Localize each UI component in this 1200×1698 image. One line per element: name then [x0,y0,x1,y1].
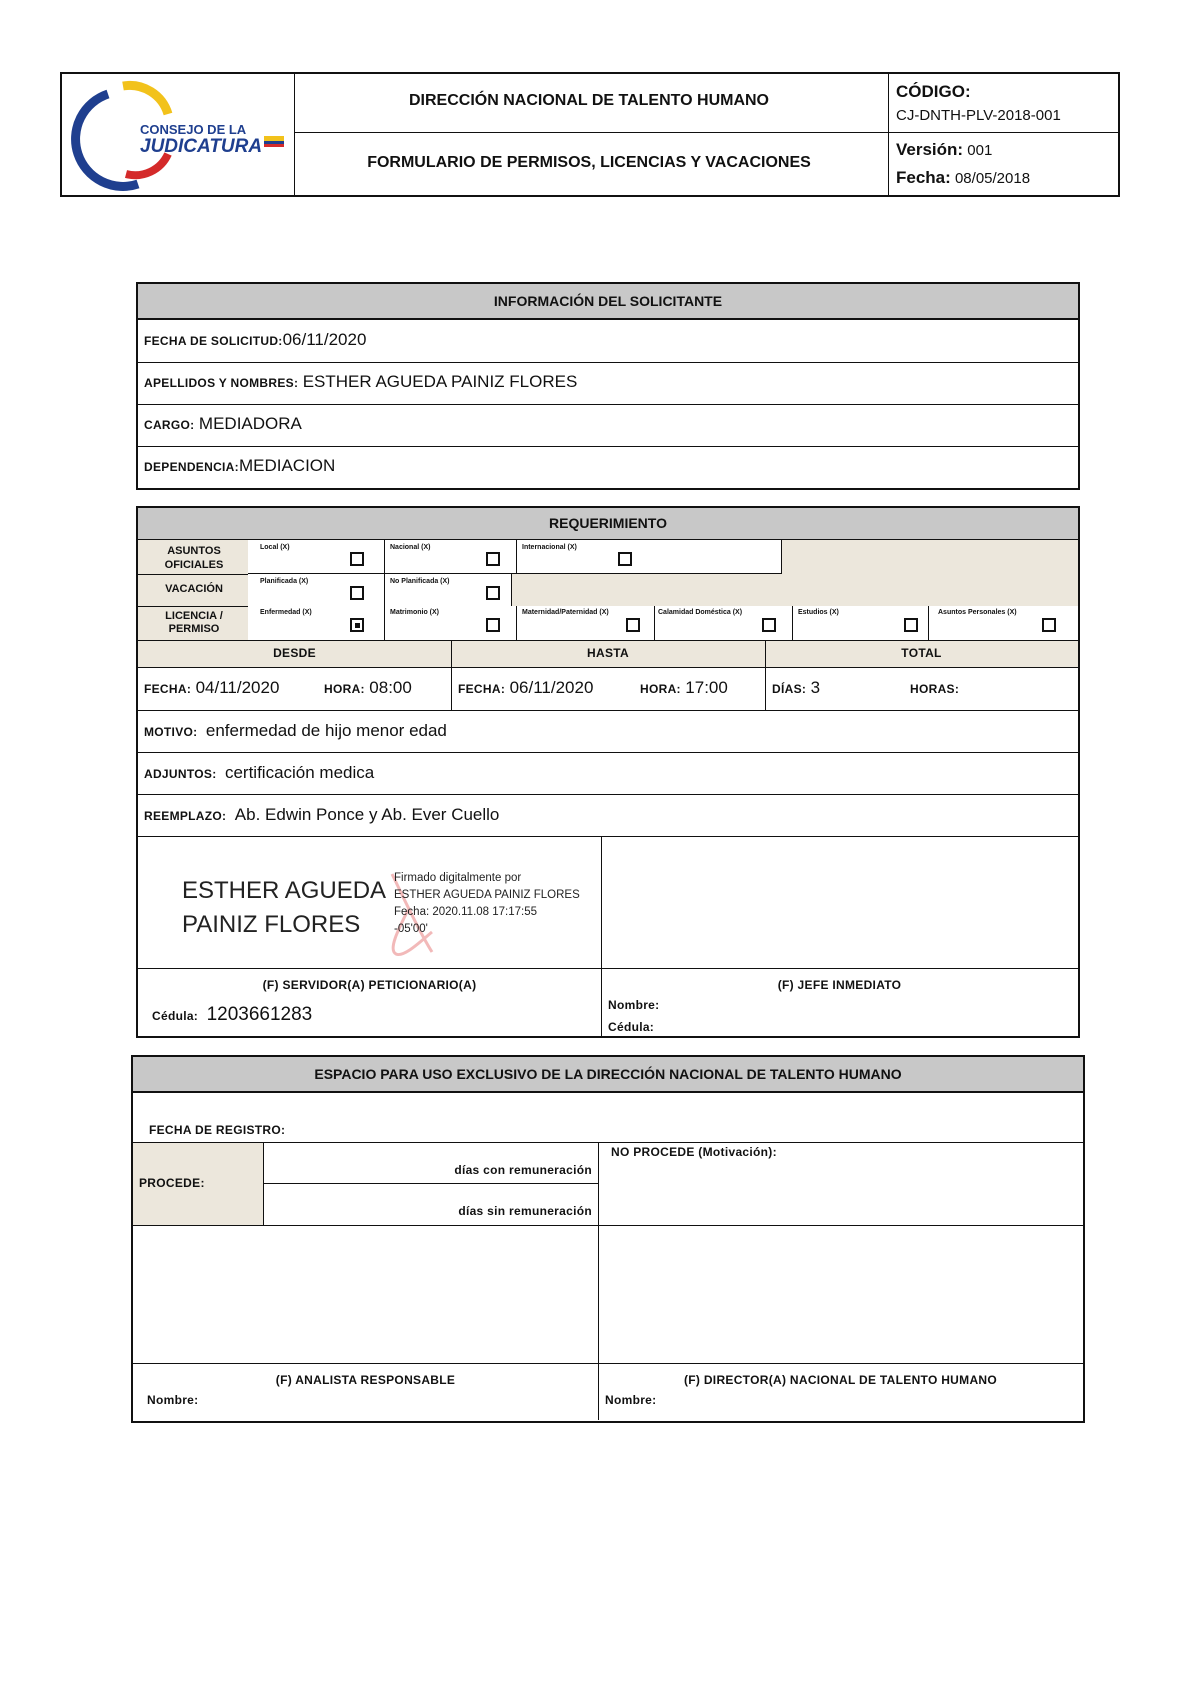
cedula-label: Cédula: [152,1009,199,1023]
desde-fecha-value: 04/11/2020 [195,678,280,697]
asuntos-opt-nacional: Nacional (X) [390,544,431,551]
vacacion-opt-planificada: Planificada (X) [260,578,309,585]
sig-info-line1: Firmado digitalmente por [394,872,522,884]
fecha-solicitud-value: 06/11/2020 [282,330,367,349]
no-planificada-checkbox[interactable] [486,586,500,600]
hasta-hora [640,678,728,698]
procede-label: PROCEDE: [139,1176,205,1190]
cedula-row [152,1004,312,1026]
motivo-row [144,721,447,741]
header-subtitle: FORMULARIO DE PERMISOS, LICENCIAS Y VACACIONES [367,154,811,171]
solicitante-title: INFORMACIÓN DEL SOLICITANTE [138,284,1078,320]
solicitante-section [136,282,1080,490]
version-row [896,140,992,160]
no-procede-label: NO PROCEDE (Motivación): [611,1145,777,1159]
sig-info-line2: ESTHER AGUEDA PAINIZ FLORES [394,889,580,901]
adjuntos-value: certificación medica [224,763,375,782]
logo-line2: JUDICATURA [140,136,263,157]
desde-hora [324,678,412,698]
adjuntos-row [144,763,374,783]
logo-line1: CONSEJO DE LA [140,122,247,137]
director-nombre-label: Nombre: [605,1393,657,1407]
jefe-cedula-label: Cédula: [608,1020,655,1034]
desde-fecha [144,678,279,698]
cargo-row [144,414,302,434]
dependencia-value: MEDIACION [238,456,336,475]
asuntos-label: ASUNTOS OFICIALES [164,545,224,571]
analista-nombre-label: Nombre: [147,1393,199,1407]
hasta-header: HASTA [587,646,629,660]
licencia-opt-enfermedad: Enfermedad (X) [260,609,312,616]
calamidad-checkbox[interactable] [762,618,776,632]
cargo-label: CARGO: [144,418,195,432]
fecha-solicitud-label: FECHA DE SOLICITUD: [144,334,283,348]
fecha-solicitud-row [144,330,366,350]
jefe-label: (F) JEFE INMEDIATO [777,978,902,992]
reemplazo-row [144,805,499,825]
planificada-checkbox[interactable] [350,586,364,600]
codigo-value: CJ-DNTH-PLV-2018-001 [896,107,1061,124]
jefe-nombre-label: Nombre: [608,998,660,1012]
asuntos-personales-checkbox[interactable] [1042,618,1056,632]
uso-exclusivo-section [131,1055,1085,1423]
servidor-label: (F) SERVIDOR(A) PETICIONARIO(A) [262,978,477,992]
version-label: Versión: [896,140,964,159]
nombres-value: ESTHER AGUEDA PAINIZ FLORES [302,372,578,391]
analista-label: (F) ANALISTA RESPONSABLE [275,1373,456,1387]
estudios-checkbox[interactable] [904,618,918,632]
asuntos-opt-internacional: Internacional (X) [522,544,577,551]
requerimiento-section [136,506,1080,1038]
hasta-hora-label: HORA: [640,682,681,696]
nombres-label: APELLIDOS Y NOMBRES: [144,376,299,390]
sig-info-line4: -05'00' [394,923,428,935]
reemplazo-value: Ab. Edwin Ponce y Ab. Ever Cuello [234,805,500,824]
licencia-label: LICENCIA / PERMISO [165,610,223,635]
director-label: (F) DIRECTOR(A) NACIONAL DE TALENTO HUMANO [683,1373,998,1387]
codigo-label: CÓDIGO: [896,82,971,101]
dias-label: DÍAS: [772,682,807,696]
hasta-fecha-value: 06/11/2020 [509,678,594,697]
digital-signature [182,870,592,964]
desde-hora-label: HORA: [324,682,365,696]
maternidad-checkbox[interactable] [626,618,640,632]
sig-name-line2: PAINIZ FLORES [182,911,361,938]
cedula-value: 1203661283 [206,1004,313,1025]
local-checkbox[interactable] [350,552,364,566]
hasta-fecha-label: FECHA: [458,682,506,696]
sig-info-line3: Fecha: 2020.11.08 17:17:55 [394,906,538,918]
asuntos-opt-local: Local (X) [260,544,290,551]
fecha-registro-label: FECHA DE REGISTRO: [149,1123,286,1137]
motivo-value: enfermedad de hijo menor edad [205,721,447,740]
dias-value: 3 [810,678,821,697]
nombres-row [144,372,577,392]
hasta-fecha [458,678,593,698]
total-dias [772,678,820,698]
licencia-opt-calamidad: Calamidad Doméstica (X) [658,609,743,616]
licencia-opt-estudios: Estudios (X) [798,609,839,616]
header-title: DIRECCIÓN NACIONAL DE TALENTO HUMANO [409,92,769,109]
hasta-hora-value: 17:00 [685,678,728,697]
matrimonio-checkbox[interactable] [486,618,500,632]
licencia-opt-maternidad: Maternidad/Paternidad (X) [522,609,609,616]
fecha-label: Fecha: [896,168,951,187]
fecha-value: 08/05/2018 [954,170,1031,187]
internacional-checkbox[interactable] [618,552,632,566]
adjuntos-label: ADJUNTOS: [144,767,217,781]
nacional-checkbox[interactable] [486,552,500,566]
reemplazo-label: REEMPLAZO: [144,809,227,823]
licencia-opt-asuntos-personales: Asuntos Personales (X) [938,609,1017,616]
uso-exclusivo-title: ESPACIO PARA USO EXCLUSIVO DE LA DIRECCIÓN NACIONAL DE TALENTO HUMANO [133,1057,1083,1093]
licencia-opt-matrimonio: Matrimonio (X) [390,609,439,616]
sin-remuneracion-label: días sin remuneración [458,1204,592,1218]
desde-hora-value: 08:00 [369,678,412,697]
vacacion-opt-no-planificada: No Planificada (X) [390,578,450,585]
version-value: 001 [967,142,993,159]
dependencia-row [144,456,335,476]
cargo-value: MEDIADORA [198,414,302,433]
horas-label: HORAS: [910,682,960,696]
desde-fecha-label: FECHA: [144,682,192,696]
sig-name-line1: ESTHER AGUEDA [182,877,387,904]
con-remuneracion-label: días con remuneración [454,1163,592,1177]
total-header: TOTAL [901,646,942,660]
vacacion-label: VACACIÓN [165,583,223,595]
enfermedad-checkbox[interactable] [350,618,364,632]
motivo-label: MOTIVO: [144,725,198,739]
desde-header: DESDE [273,646,316,660]
fecha-row [896,168,1030,188]
dependencia-label: DEPENDENCIA: [144,460,239,474]
requerimiento-title: REQUERIMIENTO [138,508,1078,540]
flag-icon [264,136,284,141]
judicatura-logo [68,74,288,194]
